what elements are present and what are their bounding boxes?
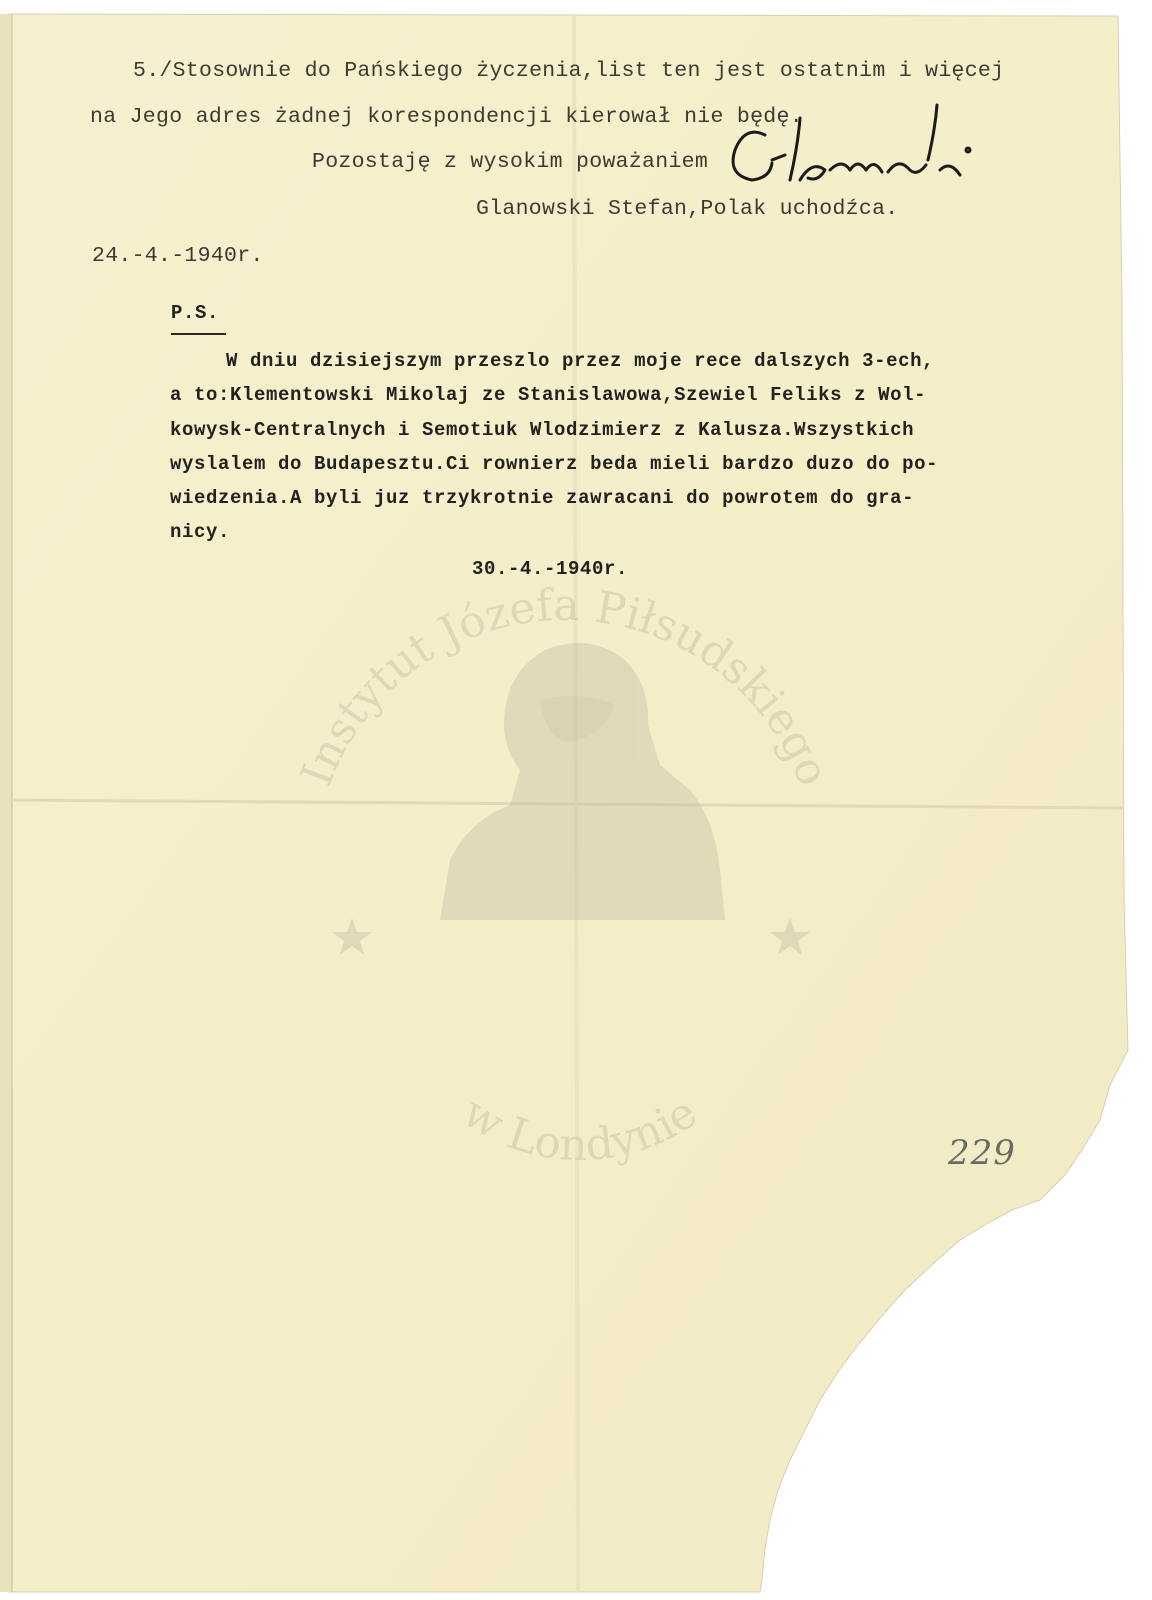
postscript-line: W dniu dzisiejszym przeszlo przez moje rece dalszych 3-ech,	[226, 350, 935, 372]
watermark-text-bottom: w Londynie	[453, 1086, 707, 1172]
binding-edge	[0, 14, 12, 1592]
postscript-date: 30.-4.-1940r.	[472, 558, 629, 580]
letter-signature-name: Glanowski Stefan,Polak uchodźca.	[476, 197, 899, 221]
letter-date: 24.-4.-1940r.	[92, 244, 264, 268]
postscript-line: a to:Klementowski Mikolaj ze Stanislawowa,Szewiel Feliks z Wol-	[170, 384, 927, 406]
postscript-heading: P.S.	[171, 302, 220, 324]
watermark-text-top: Instytut Józefa Piłsudskiego	[291, 579, 839, 793]
letter-point5-line1: 5./Stosownie do Pańskiego życzenia,list ten jest ostatnim i więcej	[133, 59, 1005, 83]
postscript-line: wyslalem do Budapesztu.Ci rownierz beda mieli bardzo duzo do po-	[170, 453, 939, 475]
archive-page-number: 229	[948, 1133, 1016, 1173]
postscript-line: nicy.	[170, 521, 231, 543]
postscript-line: kowysk-Centralnych i Semotiuk Wlodzimierz z Kalusza.Wszystkich	[170, 419, 915, 441]
letter-closing: Pozostaję z wysokim poważaniem	[312, 150, 709, 174]
postscript-line: wiedzenia.A byli juz trzykrotnie zawracani do powrotem do gra-	[170, 487, 915, 509]
letter-point5-line2: na Jego adres żadnej korespondencji kierował nie będę.	[90, 105, 803, 129]
